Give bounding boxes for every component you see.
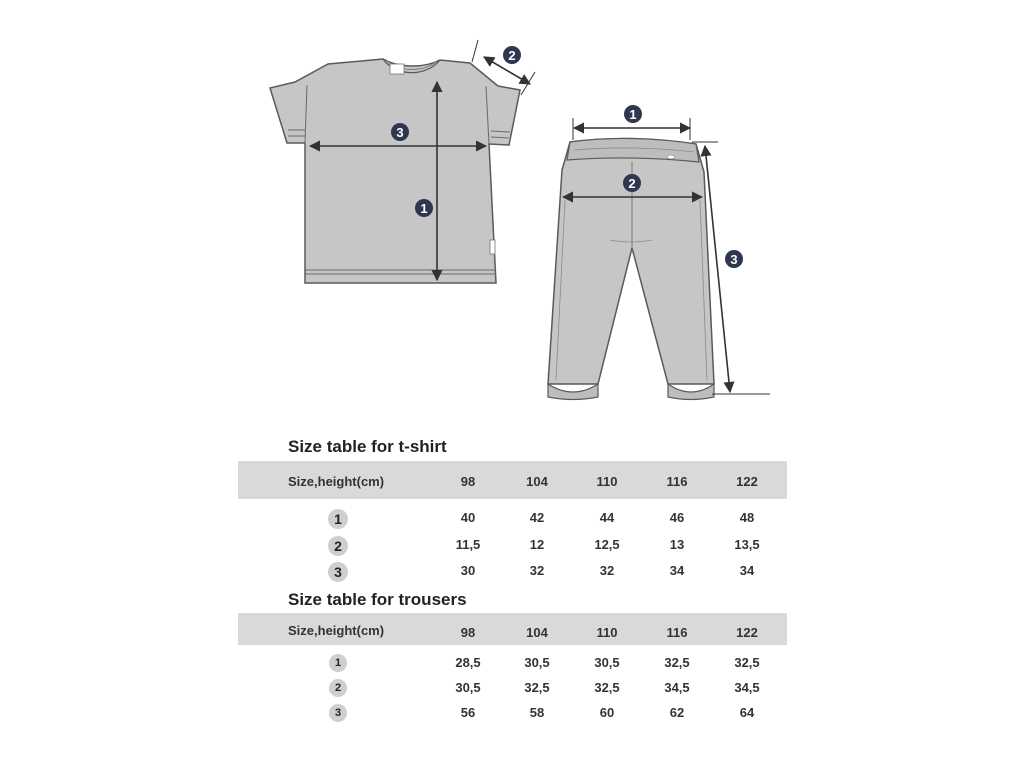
- trousers-size-116: 116: [666, 625, 688, 640]
- tshirt-row-badge: 3: [328, 562, 348, 582]
- trousers-size-110: 110: [596, 625, 618, 640]
- trousers-row-3: [238, 704, 787, 724]
- table-cell: 30: [460, 563, 476, 578]
- table-cell: 48: [739, 510, 755, 525]
- tshirt-size-110: 110: [596, 474, 618, 489]
- tshirt-row-badge: 2: [328, 536, 348, 556]
- table-cell: 62: [669, 705, 685, 720]
- tshirt-size-98: 98: [460, 474, 476, 489]
- svg-text:2: 2: [508, 48, 516, 63]
- table-cell: 13: [669, 537, 685, 552]
- table-cell: 34,5: [664, 680, 690, 695]
- tshirt-row-3: [238, 562, 787, 582]
- trousers-row-badge: 3: [329, 704, 347, 722]
- table-cell: 28,5: [455, 655, 481, 670]
- tshirt-table-title: Size table for t-shirt: [288, 437, 447, 456]
- svg-text:2: 2: [628, 176, 636, 191]
- table-cell: 58: [529, 705, 545, 720]
- table-cell: 34: [669, 563, 685, 578]
- tshirt-row-1: [238, 509, 787, 529]
- tshirt-table-header: [238, 461, 787, 499]
- table-cell: 32,5: [594, 680, 620, 695]
- svg-text:3: 3: [396, 125, 404, 140]
- table-cell: 42: [529, 510, 545, 525]
- tshirt-row-2: [238, 536, 787, 556]
- tshirt-body: [270, 59, 520, 283]
- table-cell: 56: [460, 705, 476, 720]
- table-cell: 11,5: [455, 537, 481, 552]
- table-cell: 32,5: [734, 655, 760, 670]
- table-cell: 46: [669, 510, 685, 525]
- table-cell: 32: [529, 563, 545, 578]
- table-cell: 32,5: [664, 655, 690, 670]
- tshirt-row-badge: 1: [328, 509, 348, 529]
- svg-text:3: 3: [730, 252, 738, 267]
- trousers-row-badge: 1: [329, 654, 347, 672]
- table-cell: 13,5: [734, 537, 760, 552]
- table-cell: 60: [599, 705, 615, 720]
- table-cell: 40: [460, 510, 476, 525]
- svg-text:1: 1: [629, 107, 637, 122]
- table-cell: 30,5: [524, 655, 550, 670]
- table-cell: 12: [529, 537, 545, 552]
- table-cell: 32: [599, 563, 615, 578]
- trousers-size-122: 122: [736, 625, 758, 640]
- trousers-size-104: 104: [526, 625, 548, 640]
- tshirt-badge-3: [391, 123, 409, 141]
- trousers-row-badge: 2: [329, 679, 347, 697]
- table-cell: 64: [739, 705, 755, 720]
- trousers-badge-2: [623, 174, 641, 192]
- tshirt-drawing: [270, 59, 520, 283]
- table-cell: 44: [599, 510, 615, 525]
- trousers-badge-1: [624, 105, 642, 123]
- svg-text:1: 1: [420, 201, 428, 216]
- table-cell: 34: [739, 563, 755, 578]
- table-cell: 34,5: [734, 680, 760, 695]
- trousers-row-1: [238, 654, 787, 674]
- tshirt-header-label: Size,height(cm): [288, 474, 385, 489]
- tshirt-size-122: 122: [736, 474, 758, 489]
- tshirt-badge-2: [503, 46, 521, 64]
- table-cell: 12,5: [594, 537, 620, 552]
- trousers-table-header: [238, 613, 787, 645]
- tshirt-size-104: 104: [526, 474, 548, 489]
- tshirt-size-116: 116: [666, 474, 688, 489]
- table-cell: 30,5: [455, 680, 481, 695]
- trousers-badge-3: [725, 250, 743, 268]
- tshirt-badge-1: [415, 199, 433, 217]
- trousers-size-98: 98: [460, 625, 476, 640]
- trousers-header-label: Size,height(cm): [288, 623, 385, 638]
- table-cell: 32,5: [524, 680, 550, 695]
- trousers-row-2: [238, 679, 787, 699]
- trousers-table-title: Size table for trousers: [288, 590, 467, 609]
- table-cell: 30,5: [594, 655, 620, 670]
